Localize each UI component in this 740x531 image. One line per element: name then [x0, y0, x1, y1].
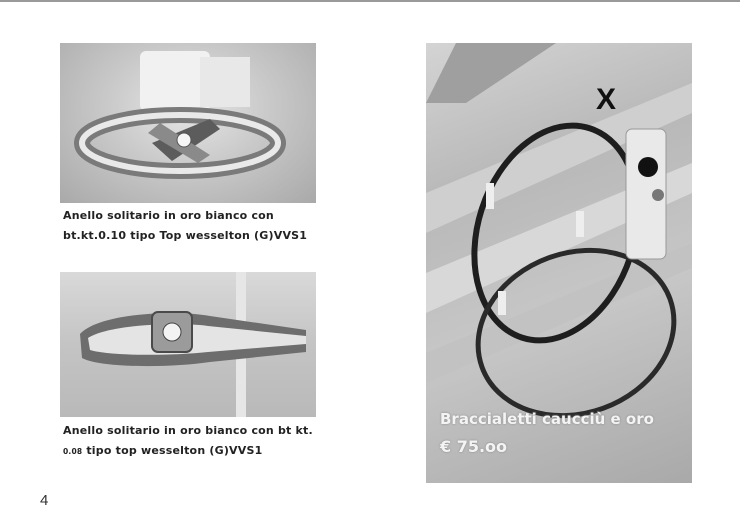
ring-1-caption-line-2: bt.kt.0.10 tipo Top wesselton (G)VVS1: [63, 229, 308, 242]
ring-2-caption-text: tipo top wesselton (G)VVS1: [82, 444, 263, 457]
ring-2-caption: [63, 421, 333, 462]
bracelet-price: € 75.oo: [440, 437, 508, 456]
ring-photo-1: [60, 43, 316, 203]
x-mark: X: [596, 83, 617, 116]
page-number: 4: [40, 492, 49, 509]
ring-illustration-1: [60, 43, 316, 203]
ring-2-caption-line-2: [63, 441, 333, 462]
bracelet-title: Braccialetti caucciù e oro: [440, 410, 654, 428]
ring-2-caption-line-1: Anello solitario in oro bianco con bt kt.: [63, 424, 313, 437]
ring-illustration-2: [60, 272, 316, 417]
ring-photo-2: [60, 272, 316, 417]
top-rule: [0, 0, 740, 2]
ring-1-caption-line-1: Anello solitario in oro bianco con: [63, 209, 274, 222]
ring-2-carat-value: 0.08: [63, 447, 83, 456]
ring-1-caption: [63, 206, 333, 246]
